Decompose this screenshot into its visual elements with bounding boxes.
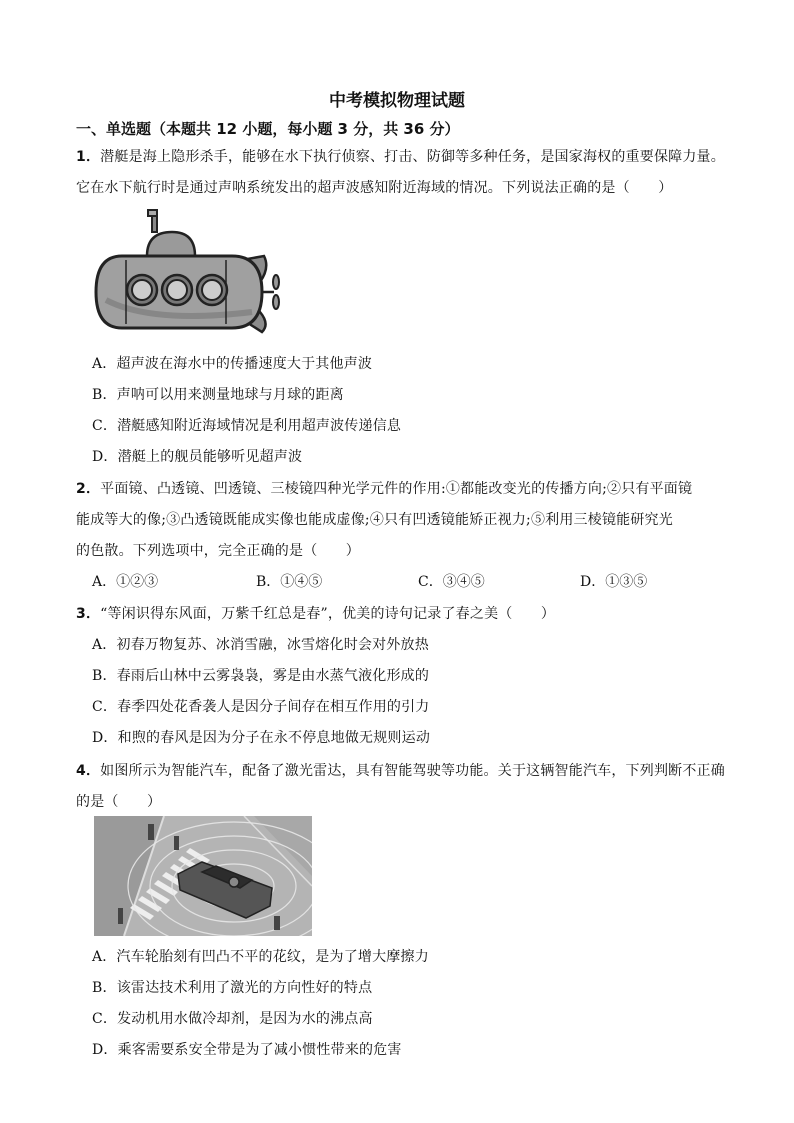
q3-number: 3． xyxy=(76,606,101,622)
q1-line-2: 它在水下航行时是通过声呐系统发出的超声波感知附近海域的情况。下列说法正确的是（ ） xyxy=(76,180,673,196)
q1-option-a[interactable]: A．超声波在海水中的传播速度大于其他声波 xyxy=(92,356,373,372)
q4-number: 4． xyxy=(76,763,101,779)
q1-option-c[interactable]: C．潜艇感知附近海域情况是利用超声波传递信息 xyxy=(92,418,402,434)
q2-line-1 xyxy=(76,478,692,498)
q2-line-3: 的色散。下列选项中，完全正确的是（ ） xyxy=(76,543,360,559)
q3-option-d[interactable]: D．和煦的春风是因为分子在永不停息地做无规则运动 xyxy=(92,730,431,746)
q2-option-c[interactable]: C．③④⑤ xyxy=(418,574,485,590)
q4-option-c[interactable]: C．发动机用水做冷却剂，是因为水的沸点高 xyxy=(92,1011,373,1027)
q3-option-b[interactable]: B．春雨后山林中云雾袅袅，雾是由水蒸气液化形成的 xyxy=(92,668,430,684)
q1-line-1 xyxy=(76,146,725,166)
q4-line-1 xyxy=(76,760,725,780)
q4-option-a[interactable]: A．汽车轮胎刻有凹凸不平的花纹，是为了增大摩擦力 xyxy=(92,949,429,965)
q1-option-d[interactable]: D．潜艇上的舰员能够听见超声波 xyxy=(92,449,303,465)
q2-line-2: 能成等大的像;③凸透镜既能成实像也能成虚像;④只有凹透镜能矫正视力;⑤利用三棱镜能研究光 xyxy=(76,512,673,528)
q2-number: 2． xyxy=(76,481,101,497)
q4-option-b[interactable]: B．该雷达技术利用了激光的方向性好的特点 xyxy=(92,980,373,996)
porthole-1 xyxy=(127,275,157,305)
q2-option-d[interactable]: D．①③⑤ xyxy=(580,574,648,590)
q3-text-1: “等闲识得东风面，万紫千红总是春”，优美的诗句记录了春之美（ ） xyxy=(100,606,556,622)
q4-text-1: 如图所示为智能汽车，配备了激光雷达，具有智能驾驶等功能。关于这辆智能汽车，下列判断不正确 xyxy=(100,763,725,779)
q3-option-a[interactable]: A．初春万物复苏、冰消雪融，冰雪熔化时会对外放热 xyxy=(92,637,429,653)
q3-line-1 xyxy=(76,603,555,623)
porthole-2 xyxy=(162,275,192,305)
q1-number: 1． xyxy=(76,149,101,165)
q1-option-b[interactable]: B．声呐可以用来测量地球与月球的距离 xyxy=(92,387,344,403)
q2-text-1: 平面镜、凸透镜、凹透镜、三棱镜四种光学元件的作用:①都能改变光的传播方向;②只有平面镜 xyxy=(100,481,693,497)
porthole-3 xyxy=(197,275,227,305)
smart-car-photo xyxy=(94,816,312,936)
q3-option-c[interactable]: C．春季四处花香袭人是因分子间存在相互作用的引力 xyxy=(92,699,430,715)
submarine-illustration xyxy=(92,206,282,334)
q2-option-a[interactable]: A．①②③ xyxy=(92,574,159,590)
page-title: 中考模拟物理试题 xyxy=(329,91,465,111)
q4-line-2: 的是（ ） xyxy=(76,794,162,810)
q4-option-d[interactable]: D．乘客需要系安全带是为了减小惯性带来的危害 xyxy=(92,1042,402,1058)
q1-text-1: 潜艇是海上隐形杀手，能够在水下执行侦察、打击、防御等多种任务，是国家海权的重要保障力量。 xyxy=(100,149,725,165)
section-heading: 一、单选题（本题共 12 小题，每小题 3 分，共 36 分） xyxy=(76,120,460,138)
q2-option-b[interactable]: B．①④⑤ xyxy=(256,574,323,590)
